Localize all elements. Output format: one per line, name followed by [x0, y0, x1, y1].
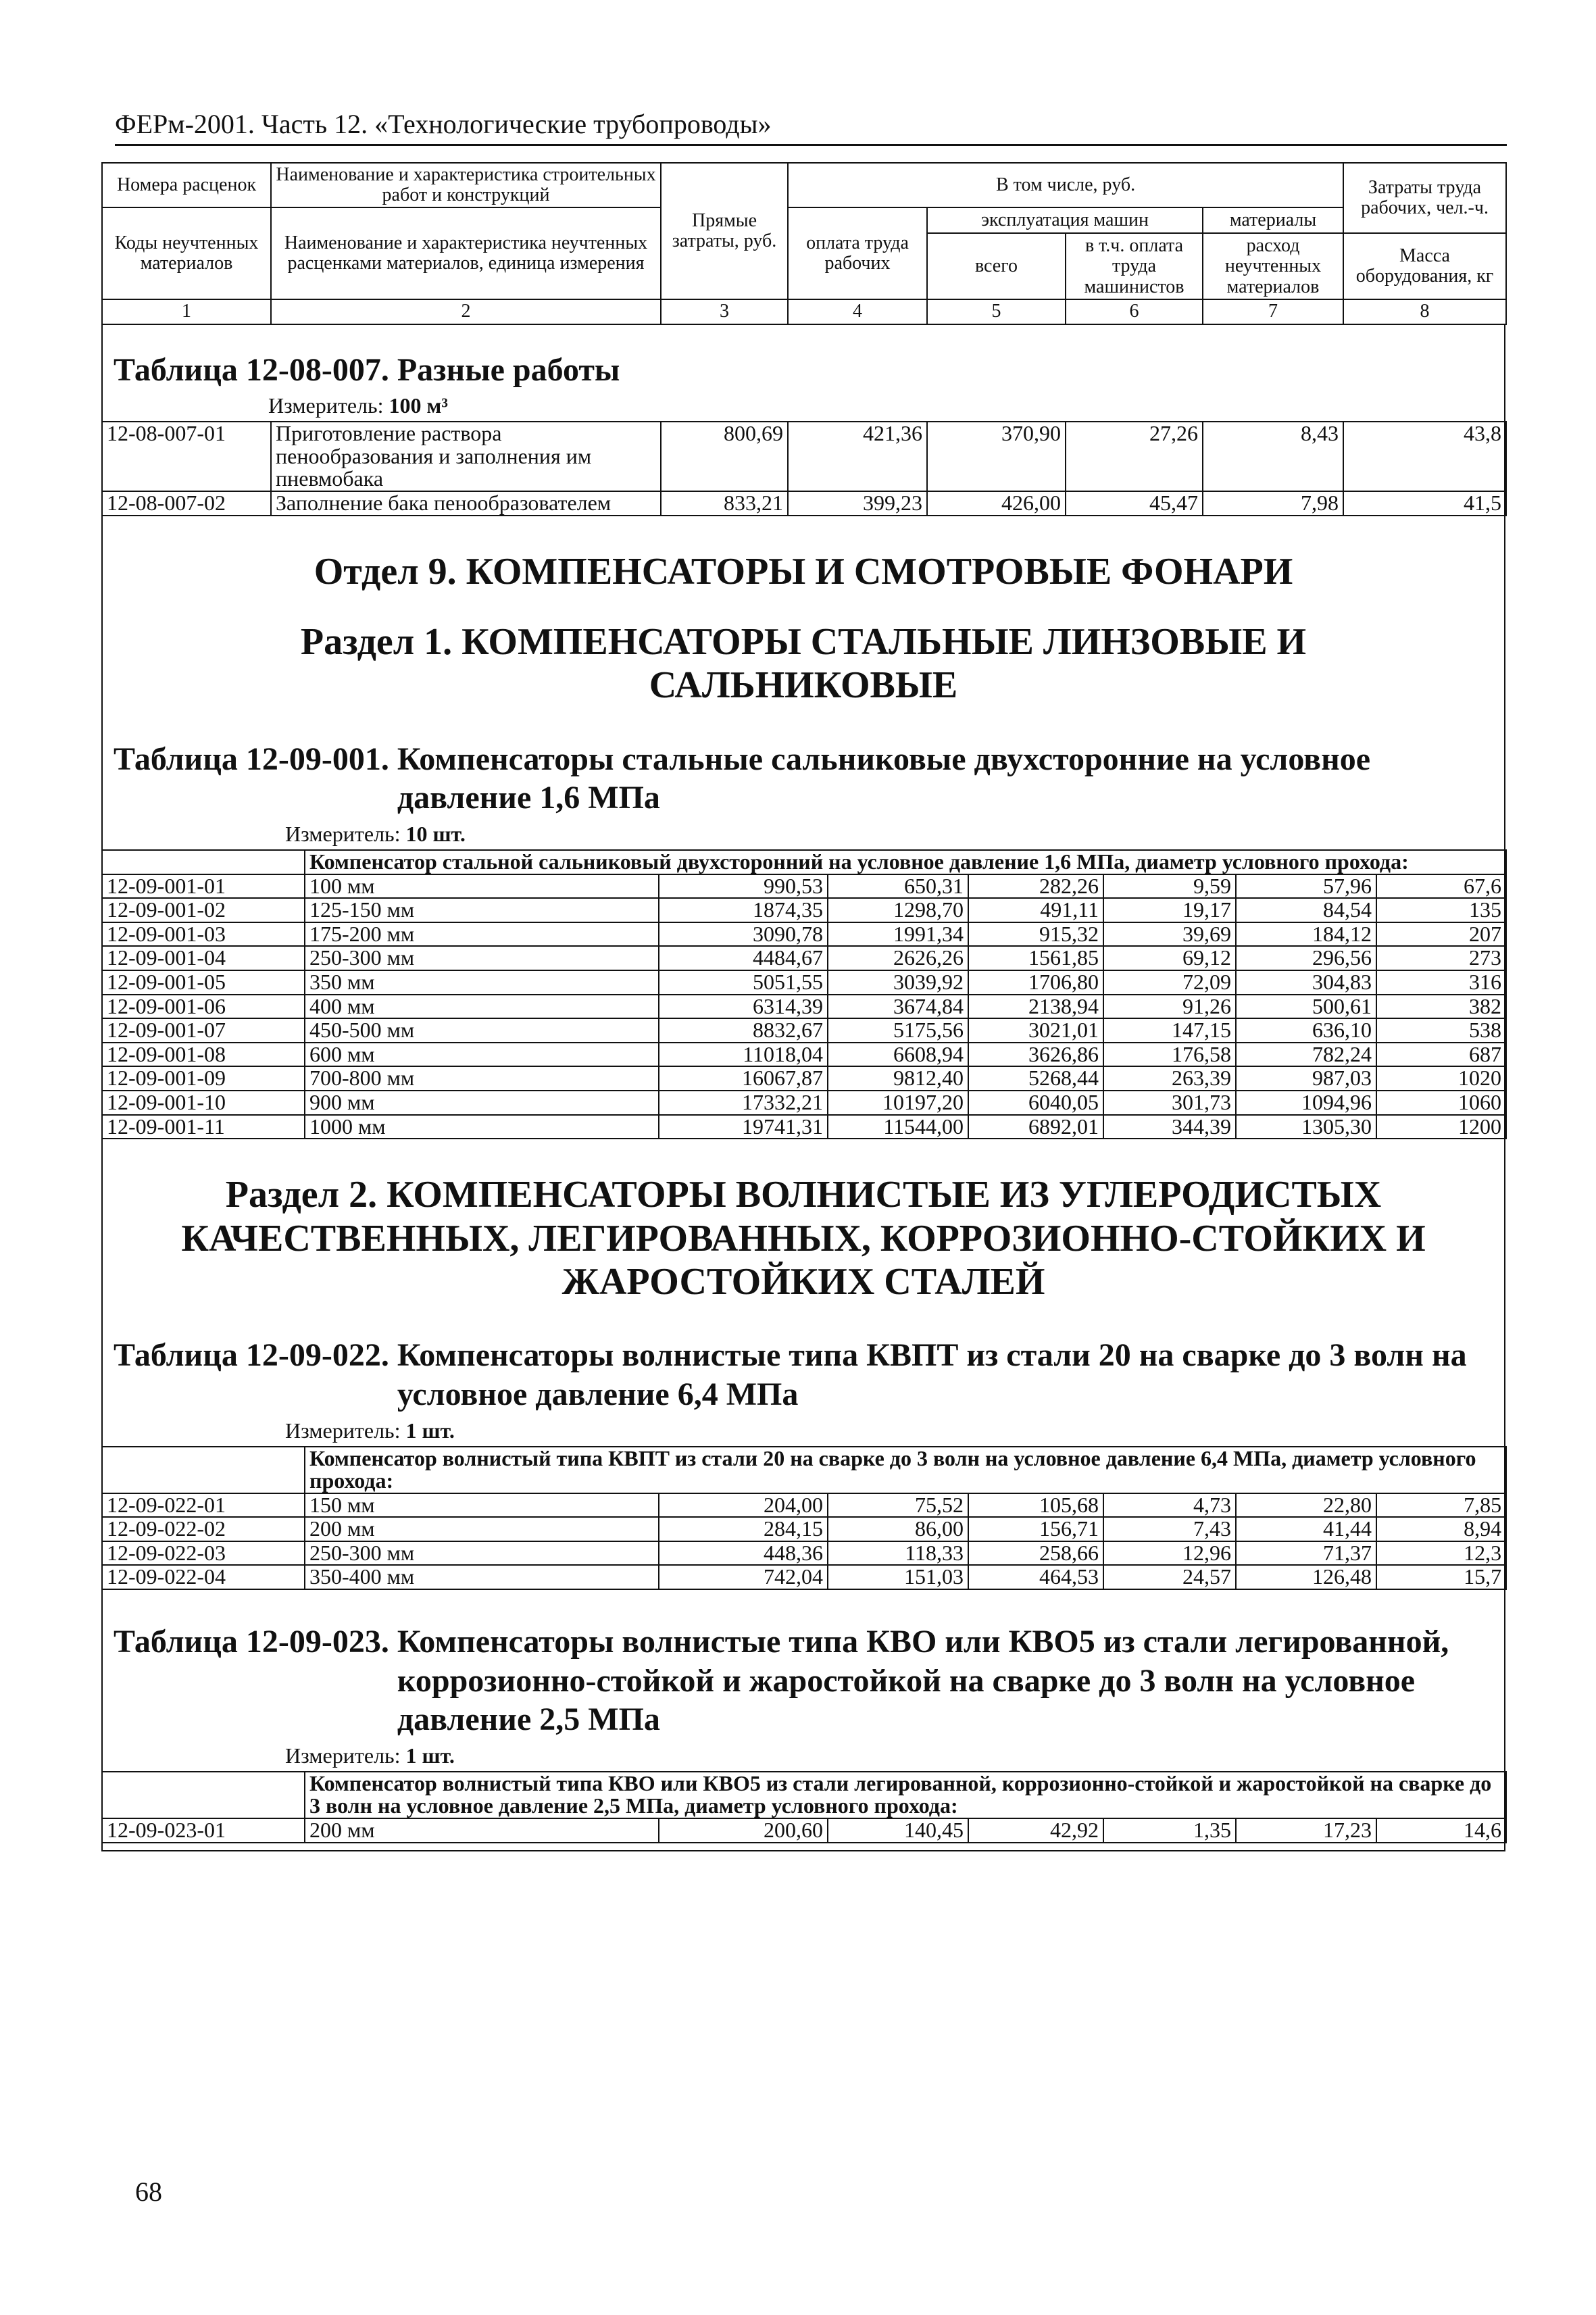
value-cell: 1020	[1376, 1066, 1506, 1091]
table-row	[102, 1517, 1506, 1541]
value-cell: 43,8	[1343, 422, 1506, 491]
value-cell: 833,21	[661, 491, 788, 516]
caption-row	[102, 1772, 1506, 1818]
value-cell: 156,71	[968, 1517, 1103, 1541]
value-cell: 1,35	[1103, 1818, 1236, 1843]
table-12-09-001-title: Таблица 12-09-001. Компенсаторы стальные сальниковые двухсторонние на условное давление 1,6 МПа	[114, 741, 1371, 816]
value-cell: 464,53	[968, 1565, 1103, 1589]
value-cell: 316	[1376, 970, 1506, 995]
table-row	[102, 922, 1506, 947]
col-wages-header: оплата труда рабочих	[788, 207, 927, 299]
value-cell: 1561,85	[968, 946, 1103, 970]
value-cell: 11544,00	[828, 1115, 968, 1139]
value-cell: 538	[1376, 1018, 1506, 1043]
value-cell: 151,03	[828, 1565, 968, 1589]
value-cell: 258,66	[968, 1541, 1103, 1566]
col-number: 2	[271, 299, 661, 324]
value-cell: 6314,39	[659, 995, 828, 1019]
rate-name: 250-300 мм	[305, 1541, 659, 1566]
value-cell: 91,26	[1103, 995, 1236, 1019]
table-caption: Компенсатор волнистый типа КВПТ из стали 20 на сварке до 3 волн на условное давление 6,4 МПа, диаметр условного прохода:	[305, 1447, 1506, 1493]
rate-code: 12-09-022-02	[102, 1517, 305, 1541]
rate-name: 400 мм	[305, 995, 659, 1019]
col-name-header: Наименование и характеристика строительных работ и конструкций	[271, 163, 661, 207]
value-cell: 2138,94	[968, 995, 1103, 1019]
value-cell: 27,26	[1066, 422, 1203, 491]
value-cell: 69,12	[1103, 946, 1236, 970]
col-number: 4	[788, 299, 927, 324]
col-material-codes-header: Коды неучтенных материалов	[102, 207, 271, 299]
page-header: ФЕРм-2001. Часть 12. «Технологические трубопроводы»	[115, 108, 1507, 146]
rate-code: 12-09-001-04	[102, 946, 305, 970]
value-cell: 8832,67	[659, 1018, 828, 1043]
value-cell: 650,31	[828, 874, 968, 899]
value-cell: 12,3	[1376, 1541, 1506, 1566]
caption-spacer	[102, 1447, 305, 1493]
table-row	[102, 995, 1506, 1019]
value-cell: 147,15	[1103, 1018, 1236, 1043]
value-cell: 41,5	[1343, 491, 1506, 516]
value-cell: 22,80	[1236, 1493, 1376, 1518]
value-cell: 5175,56	[828, 1018, 968, 1043]
rate-name: 350 мм	[305, 970, 659, 995]
value-cell: 39,69	[1103, 922, 1236, 947]
value-cell: 84,54	[1236, 898, 1376, 922]
document-frame	[101, 325, 1505, 1851]
value-cell: 426,00	[927, 491, 1066, 516]
caption-spacer	[102, 850, 305, 874]
col-machines-header: эксплуатация машин	[927, 207, 1203, 233]
value-cell: 140,45	[828, 1818, 968, 1843]
value-cell: 3626,86	[968, 1043, 1103, 1067]
value-cell: 118,33	[828, 1541, 968, 1566]
value-cell: 4,73	[1103, 1493, 1236, 1518]
table-row	[102, 970, 1506, 995]
value-cell: 263,39	[1103, 1066, 1236, 1091]
rate-name: 450-500 мм	[305, 1018, 659, 1043]
table-row	[102, 491, 1506, 516]
value-cell: 41,44	[1236, 1517, 1376, 1541]
table-row	[102, 946, 1506, 970]
value-cell: 7,85	[1376, 1493, 1506, 1518]
value-cell: 126,48	[1236, 1565, 1376, 1589]
col-operators-wages-header: в т.ч. оплата труда машинистов	[1066, 233, 1203, 299]
caption-spacer	[102, 1772, 305, 1818]
value-cell: 284,15	[659, 1517, 828, 1541]
value-cell: 344,39	[1103, 1115, 1236, 1139]
value-cell: 3090,78	[659, 922, 828, 947]
rate-code: 12-09-001-07	[102, 1018, 305, 1043]
value-cell: 800,69	[661, 422, 788, 491]
col-number: 8	[1343, 299, 1506, 324]
value-cell: 370,90	[927, 422, 1066, 491]
value-cell: 16067,87	[659, 1066, 828, 1091]
col-direct-costs-header: Прямые затраты, руб.	[661, 163, 788, 299]
value-cell: 687	[1376, 1043, 1506, 1067]
value-cell: 200,60	[659, 1818, 828, 1843]
value-cell: 42,92	[968, 1818, 1103, 1843]
value-cell: 71,37	[1236, 1541, 1376, 1566]
table-12-09-023-meter: Измеритель: 1 шт.	[285, 1743, 455, 1768]
value-cell: 2626,26	[828, 946, 968, 970]
table-row	[102, 1493, 1506, 1518]
table-row	[102, 1018, 1506, 1043]
value-cell: 491,11	[968, 898, 1103, 922]
value-cell: 990,53	[659, 874, 828, 899]
rate-name: 700-800 мм	[305, 1066, 659, 1091]
col-codes-header: Номера расценок	[102, 163, 271, 207]
value-cell: 1706,80	[968, 970, 1103, 995]
value-cell: 296,56	[1236, 946, 1376, 970]
table-row	[102, 1066, 1506, 1091]
value-cell: 636,10	[1236, 1018, 1376, 1043]
value-cell: 448,36	[659, 1541, 828, 1566]
value-cell: 135	[1376, 898, 1506, 922]
table-12-09-022-meter: Измеритель: 1 шт.	[285, 1418, 455, 1443]
value-cell: 301,73	[1103, 1091, 1236, 1115]
value-cell: 421,36	[788, 422, 927, 491]
value-cell: 1991,34	[828, 922, 968, 947]
table-12-09-023	[101, 1771, 1507, 1843]
value-cell: 6892,01	[968, 1115, 1103, 1139]
value-cell: 1200	[1376, 1115, 1506, 1139]
value-cell: 17,23	[1236, 1818, 1376, 1843]
rate-name: 150 мм	[305, 1493, 659, 1518]
value-cell: 1094,96	[1236, 1091, 1376, 1115]
table-12-08-007	[101, 421, 1507, 516]
value-cell: 5051,55	[659, 970, 828, 995]
table-row	[102, 1541, 1506, 1566]
table-12-09-001	[101, 849, 1507, 1139]
value-cell: 1874,35	[659, 898, 828, 922]
table-row	[102, 1043, 1506, 1067]
table-row	[102, 1115, 1506, 1139]
rate-code: 12-08-007-02	[102, 491, 271, 516]
rate-name: Заполнение бака пенообразователем	[271, 491, 661, 516]
rate-code: 12-09-022-04	[102, 1565, 305, 1589]
value-cell: 9,59	[1103, 874, 1236, 899]
rate-name: 175-200 мм	[305, 922, 659, 947]
value-cell: 105,68	[968, 1493, 1103, 1518]
table-row	[102, 1091, 1506, 1115]
section-2-title: Раздел 2. КОМПЕНСАТОРЫ ВОЛНИСТЫЕ ИЗ УГЛЕРОДИСТЫХ КАЧЕСТВЕННЫХ, ЛЕГИРОВАННЫХ, КОРРОЗИОННО-СТОЙКИХ И ЖАРОСТОЙКИХ СТАЛЕЙ	[181, 1174, 1426, 1303]
value-cell: 15,7	[1376, 1565, 1506, 1589]
col-number: 3	[661, 299, 788, 324]
col-material-name-header: Наименование и характеристика неучтенных расценками материалов, единица измерения	[271, 207, 661, 299]
value-cell: 6608,94	[828, 1043, 968, 1067]
rate-name: 250-300 мм	[305, 946, 659, 970]
rate-code: 12-09-001-11	[102, 1115, 305, 1139]
value-cell: 24,57	[1103, 1565, 1236, 1589]
value-cell: 4484,67	[659, 946, 828, 970]
value-cell: 67,6	[1376, 874, 1506, 899]
value-cell: 399,23	[788, 491, 927, 516]
caption-row	[102, 1447, 1506, 1493]
table-12-08-007-title: Таблица 12-08-007. Разные работы	[114, 351, 620, 388]
table-row	[102, 422, 1506, 491]
col-number: 7	[1203, 299, 1343, 324]
value-cell: 8,94	[1376, 1517, 1506, 1541]
value-cell: 57,96	[1236, 874, 1376, 899]
value-cell: 3021,01	[968, 1018, 1103, 1043]
value-cell: 7,43	[1103, 1517, 1236, 1541]
rate-code: 12-09-001-03	[102, 922, 305, 947]
value-cell: 500,61	[1236, 995, 1376, 1019]
table-12-08-007-meter: Измеритель: 100 м³	[268, 393, 448, 418]
value-cell: 8,43	[1203, 422, 1343, 491]
rate-code: 12-09-001-10	[102, 1091, 305, 1115]
caption-row	[102, 850, 1506, 874]
table-12-09-022-title: Таблица 12-09-022. Компенсаторы волнистые типа КВПТ из стали 20 на сварке до 3 волн на условное давление 6,4 МПа	[114, 1337, 1467, 1412]
rate-code: 12-09-023-01	[102, 1818, 305, 1843]
value-cell: 204,00	[659, 1493, 828, 1518]
table-12-09-022	[101, 1446, 1507, 1591]
col-labor-header: Затраты труда рабочих, чел.-ч.	[1343, 163, 1506, 233]
value-cell: 382	[1376, 995, 1506, 1019]
value-cell: 915,32	[968, 922, 1103, 947]
value-cell: 184,12	[1236, 922, 1376, 947]
rate-name: 1000 мм	[305, 1115, 659, 1139]
department-9-title: Отдел 9. КОМПЕНСАТОРЫ И СМОТРОВЫЕ ФОНАРИ	[314, 550, 1293, 593]
col-number: 5	[927, 299, 1066, 324]
value-cell: 6040,05	[968, 1091, 1103, 1115]
value-cell: 987,03	[1236, 1066, 1376, 1091]
rate-code: 12-09-001-05	[102, 970, 305, 995]
value-cell: 14,6	[1376, 1818, 1506, 1843]
table-row	[102, 1818, 1506, 1843]
rate-code: 12-09-001-09	[102, 1066, 305, 1091]
value-cell: 7,98	[1203, 491, 1343, 516]
table-caption: Компенсатор волнистый типа КВО или КВО5 из стали легированной, коррозионно-стойкой и жаростойкой на сварке до 3 волн на условное давление 2,5 МПа, диаметр условного прохода:	[305, 1772, 1506, 1818]
value-cell: 176,58	[1103, 1043, 1236, 1067]
value-cell: 273	[1376, 946, 1506, 970]
rate-name: 100 мм	[305, 874, 659, 899]
table-row	[102, 1565, 1506, 1589]
rate-name: 350-400 мм	[305, 1565, 659, 1589]
value-cell: 1060	[1376, 1091, 1506, 1115]
rate-code: 12-09-001-06	[102, 995, 305, 1019]
value-cell: 1298,70	[828, 898, 968, 922]
value-cell: 10197,20	[828, 1091, 968, 1115]
section-1-title: Раздел 1. КОМПЕНСАТОРЫ СТАЛЬНЫЕ ЛИНЗОВЫЕ И САЛЬНИКОВЫЕ	[300, 621, 1307, 707]
table-12-09-001-meter: Измеритель: 10 шт.	[285, 822, 466, 847]
rate-code: 12-09-022-01	[102, 1493, 305, 1518]
rate-name: 125-150 мм	[305, 898, 659, 922]
col-machines-total-header: всего	[927, 233, 1066, 299]
col-number: 6	[1066, 299, 1203, 324]
table-12-09-023-title: Таблица 12-09-023. Компенсаторы волнистые типа КВО или КВО5 из стали легированной, коррозионно-стойкой и жаростойкой на сварке до 3 волн на условное давление 2,5 МПа	[114, 1624, 1449, 1738]
table-row	[102, 874, 1506, 899]
value-cell: 45,47	[1066, 491, 1203, 516]
col-mass-header: Масса оборудования, кг	[1343, 233, 1506, 299]
rate-name: 600 мм	[305, 1043, 659, 1067]
value-cell: 9812,40	[828, 1066, 968, 1091]
value-cell: 742,04	[659, 1565, 828, 1589]
rate-code: 12-08-007-01	[102, 422, 271, 491]
value-cell: 282,26	[968, 874, 1103, 899]
rate-code: 12-09-022-03	[102, 1541, 305, 1566]
value-cell: 3039,92	[828, 970, 968, 995]
page-number: 68	[135, 2176, 162, 2207]
rate-code: 12-09-001-01	[102, 874, 305, 899]
value-cell: 75,52	[828, 1493, 968, 1518]
table-caption: Компенсатор стальной сальниковый двухсторонний на условное давление 1,6 МПа, диаметр условного прохода:	[305, 850, 1506, 874]
col-material-consumption-header: расход неучтенных материалов	[1203, 233, 1343, 299]
value-cell: 86,00	[828, 1517, 968, 1541]
value-cell: 3674,84	[828, 995, 968, 1019]
value-cell: 207	[1376, 922, 1506, 947]
column-header-table	[101, 162, 1507, 325]
value-cell: 72,09	[1103, 970, 1236, 995]
document-body	[101, 162, 1505, 1851]
value-cell: 19,17	[1103, 898, 1236, 922]
col-materials-header: материалы	[1203, 207, 1343, 233]
value-cell: 5268,44	[968, 1066, 1103, 1091]
col-number: 1	[102, 299, 271, 324]
value-cell: 1305,30	[1236, 1115, 1376, 1139]
rate-code: 12-09-001-02	[102, 898, 305, 922]
value-cell: 304,83	[1236, 970, 1376, 995]
value-cell: 17332,21	[659, 1091, 828, 1115]
rate-name: Приготовление раствора пенообразования и заполнения им пневмобака	[271, 422, 661, 491]
rate-name: 200 мм	[305, 1818, 659, 1843]
table-row	[102, 898, 1506, 922]
value-cell: 782,24	[1236, 1043, 1376, 1067]
rate-name: 900 мм	[305, 1091, 659, 1115]
col-including-header: В том числе, руб.	[788, 163, 1343, 207]
rate-code: 12-09-001-08	[102, 1043, 305, 1067]
value-cell: 12,96	[1103, 1541, 1236, 1566]
rate-name: 200 мм	[305, 1517, 659, 1541]
value-cell: 11018,04	[659, 1043, 828, 1067]
value-cell: 19741,31	[659, 1115, 828, 1139]
